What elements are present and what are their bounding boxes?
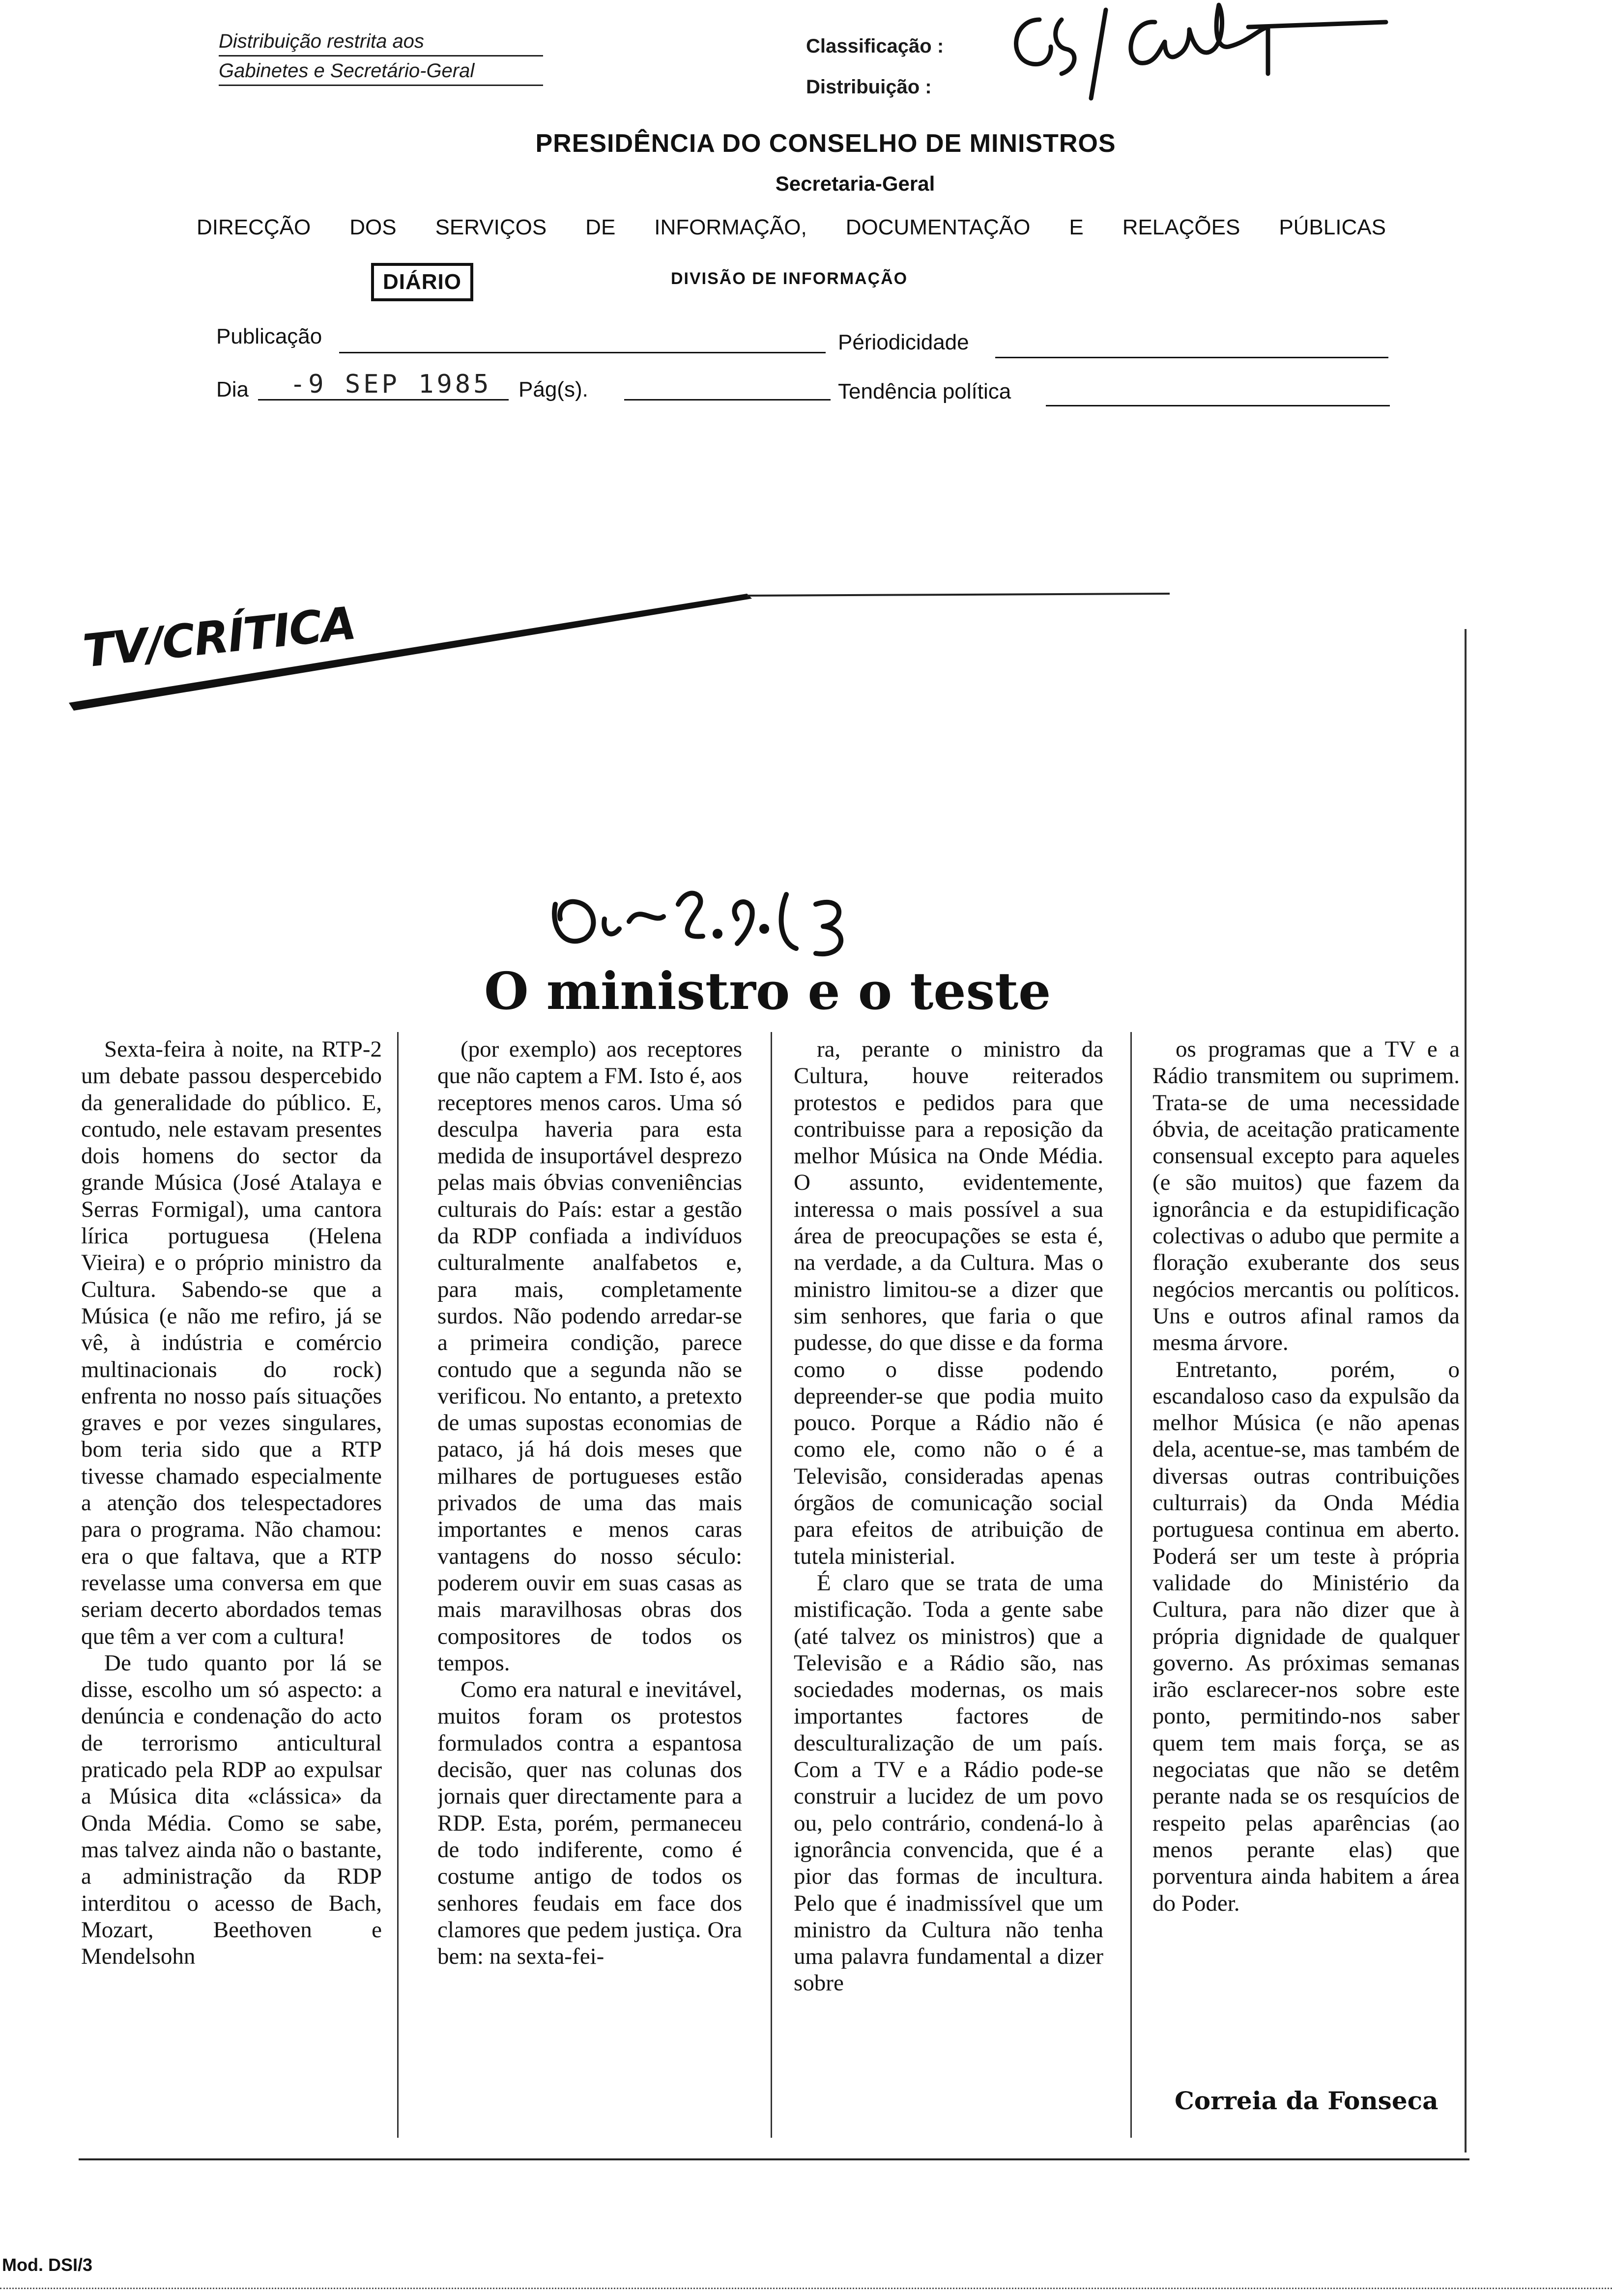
- directorate-word: PÚBLICAS: [1279, 215, 1386, 239]
- article-text: [81, 1036, 382, 1970]
- handwritten-classification: [993, 0, 1396, 113]
- divider: [1465, 629, 1467, 2152]
- distribution-label: Distribuição :: [806, 76, 932, 98]
- directorate-word: DOS: [349, 215, 397, 239]
- periodicity-line: [995, 357, 1388, 358]
- paragraph: De tudo quanto por lá se disse, escolho um só aspecto: a denúncia e condenação do acto de terrorismo anticultural praticado pela RDP ao expulsar a Música dita «clássica» da Onda Média. Como se sabe, mas talvez ainda não o bastante, a administração da RDP interditou o acesso de Bach, Mozart, Beethoven e Mendelsohn: [81, 1650, 382, 1970]
- divider: [219, 55, 543, 57]
- distribution-line-2: Gabinetes e Secretário-Geral: [219, 60, 475, 82]
- publication-stamp: DIÁRIO: [371, 263, 473, 301]
- day-value: -9 SEP 1985: [290, 370, 492, 399]
- paragraph: É claro que se trata de uma mistificação. Toda a gente sabe (até talvez os ministros) que a Televisão e a Rádio são, nas sociedades modernas, os mais importantes factores de desculturalização de um país. Com a TV e a Rádio pode-se construir a lucidez de um povo ou, pelo contrário, condená-lo à ignorância convencida, que é a pior das formas de incultura. Pelo que é inadmissível que um ministro da Cultura não tenha uma palavra fundamental a dizer sobre: [794, 1570, 1103, 1996]
- presidency-title: PRESIDÊNCIA DO CONSELHO DE MINISTROS: [535, 129, 1116, 158]
- divider: [79, 2158, 1469, 2160]
- day-line: [258, 399, 509, 401]
- political-tendency-line: [1046, 405, 1390, 406]
- directorate-word: DE: [585, 215, 616, 239]
- section-banner: TV/CRÍTICA: [80, 597, 358, 678]
- divider: [771, 1032, 772, 2138]
- classification-label: Classificação :: [806, 35, 944, 57]
- article-text: [1152, 1036, 1460, 1917]
- pages-line: [624, 399, 831, 401]
- byline: Correia da Fonseca: [1175, 2086, 1439, 2115]
- paragraph: (por exemplo) aos receptores que não captem a FM. Isto é, aos receptores menos caros. Uma só desculpa haveria para esta medida de insuportável desprezo pelas mais óbvias conveniências culturais do País: estar a gestão da RDP confiada a indivíduos culturalmente analfabetos e, para mais, completamente surdos. Não podendo arredar-se a primeira condição, parece contudo que a segunda não se verificou. No entanto, a pretexto de umas supostas economias de pataco, já há dois meses que milhares de portugueses estão privados de uma das mais importantes e menos caras vantagens do nosso século: poderem ouvir em suas casas as mais maravilhosas obras dos compositores de todos os tempos.: [437, 1036, 742, 1676]
- political-tendency-label: Tendência política: [838, 379, 1011, 403]
- periodicity-label: Périodicidade: [838, 330, 969, 354]
- article-text: [437, 1036, 742, 1970]
- paragraph: Como era natural e inevitável, muitos foram os protestos formulados contra a espantosa decisão, quer nas colunas dos jornais quer directamente para a RDP. Esta, porém, permaneceu de todo indiferente, como é costume antigo de todos os senhores feudais em face dos clamores que pedem justiça. Ora bem: na sexta-fei-: [437, 1677, 742, 1970]
- divider: [219, 85, 543, 86]
- division-title: DIVISÃO DE INFORMAÇÃO: [671, 269, 908, 288]
- paragraph: os programas que a TV e a Rádio transmitem ou suprimem. Trata-se de uma necessidade óbvia, de aceitação praticamente consensual excepto para aqueles (e são muitos) que fazem da ignorância e da estupidificação colectivas o adubo que permite a floração exuberante dos seus negócios mercantis ou políticos. Uns e outros afinal ramos da mesma árvore.: [1152, 1036, 1460, 1356]
- article-text: [794, 1036, 1103, 1997]
- directorate-word: E: [1069, 215, 1084, 239]
- paragraph: Entretanto, porém, o escandaloso caso da expulsão da melhor Música (e não apenas dela, acentue-se, mas também de diversas outras contribuições culturrais) da Onda Média portuguesa continua em aberto. Poderá ser um teste à própria validade do Ministério da Cultura, para não dizer que à própria dignidade de qualquer governo. As próximas semanas irão esclarecer-nos sobre este ponto, permitindo-nos saber quem tem mais força, se as negociatas que não se detêm perante nada se os resquícios de respeito pelas aparências (ao menos perante elas) que porventura ainda habitem a área do Poder.: [1152, 1356, 1460, 1916]
- day-label: Dia: [216, 377, 249, 402]
- paragraph: ra, perante o ministro da Cultura, houve reiterados protestos e pedidos para que contribuisse para a reposição da melhor Música na Onde Média. O assunto, evidentemente, interessa o mais possível a sua área de preocupações se esta é, na verdade, a da Cultura. Mas o ministro limitou-se a dizer que sim senhores, que faria o que pudesse, do que disse e da forma como o disse podendo depreender-se que podia muito pouco. Porque a Rádio não é como ele, como não o é a Televisão, consideradas apenas órgãos de comunicação social para efeitos de atribuição de tutela ministerial.: [794, 1036, 1103, 1569]
- secretariat-title: Secretaria-Geral: [775, 172, 935, 195]
- divider: [0, 2288, 1612, 2291]
- directorate-word: RELAÇÕES: [1122, 215, 1240, 239]
- paragraph: Sexta-feira à noite, na RTP-2 um debate passou despercebido da generalidade do público. E, contudo, nele estavam presentes dois homens do sector da grande Música (José Atalaya e Serras Formigal), uma cantora lírica portuguesa (Helena Vieira) e o próprio ministro da Cultura. Sabendo-se que a Música (e não me refiro, já se vê, à indústria e comércio multinacionais do rock) enfrenta no nosso país situações graves e por vezes singulares, bom teria sido que a RTP tivesse chamado especialmente a atenção dos telespectadores para o programa. Não chamou: era o que faltava, que a RTP revelasse uma conversa em que seriam decerto abordados temas que têm a ver com a cultura!: [81, 1036, 382, 1649]
- directorate-title: [197, 215, 1386, 240]
- distribution-notice: [219, 30, 543, 89]
- divider: [397, 1032, 399, 2138]
- form-code: Mod. DSI/3: [2, 2255, 93, 2275]
- article-column-1: [81, 1036, 382, 2137]
- distribution-line-1: Distribuição restrita aos: [219, 30, 424, 52]
- directorate-word: SERVIÇOS: [435, 215, 547, 239]
- directorate-word: INFORMAÇÃO,: [654, 215, 807, 239]
- directorate-word: DIRECÇÃO: [197, 215, 311, 239]
- directorate-word: DOCUMENTAÇÃO: [845, 215, 1031, 239]
- publication-line: [339, 352, 826, 353]
- pages-label: Pág(s).: [518, 377, 588, 402]
- article-column-2: [437, 1036, 742, 2137]
- headline: O ministro e o teste: [484, 961, 1051, 1021]
- divider: [1130, 1032, 1132, 2138]
- article-column-4: [1152, 1036, 1460, 2009]
- publication-label: Publicação: [216, 324, 322, 348]
- article-column-3: [794, 1036, 1103, 2137]
